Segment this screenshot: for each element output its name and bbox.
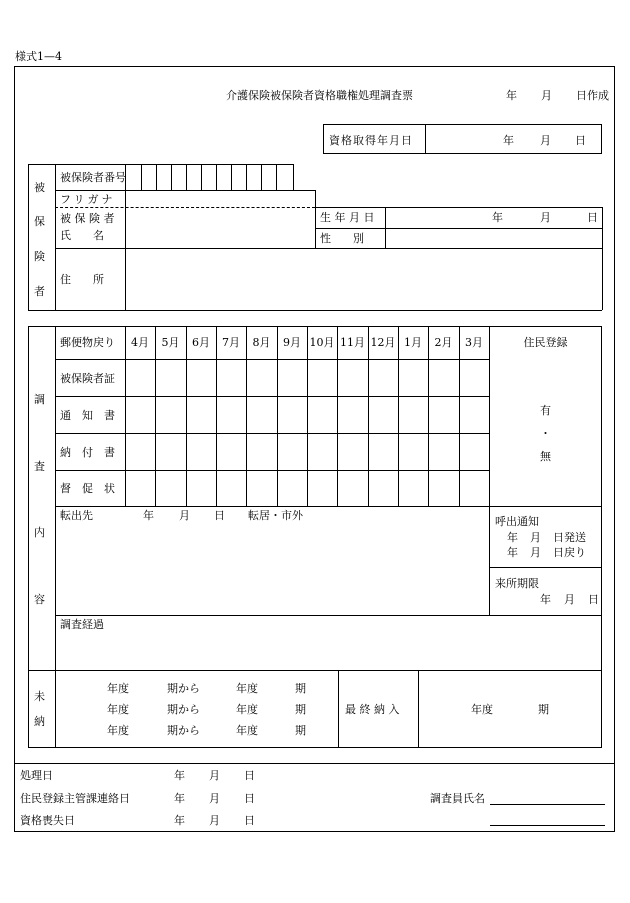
birth-year[interactable]: 年 bbox=[492, 211, 503, 224]
unpaid-r2-period[interactable]: 期 bbox=[295, 703, 306, 716]
contact-month[interactable]: 月 bbox=[209, 792, 220, 805]
survey-side-3: 内 bbox=[34, 526, 45, 539]
insured-side-2: 保 bbox=[34, 215, 45, 228]
address-label: 住 所 bbox=[60, 273, 104, 286]
moveout-note: 転居・市外 bbox=[248, 509, 303, 522]
survey-side-2: 査 bbox=[34, 460, 45, 473]
moveout-label: 転出先 bbox=[60, 509, 93, 522]
insured-number-label: 被保険者番号 bbox=[60, 171, 126, 184]
lost-date-label: 資格喪失日 bbox=[20, 814, 75, 827]
resident-dot: ・ bbox=[540, 427, 551, 440]
call-sent-day[interactable]: 日発送 bbox=[553, 531, 586, 544]
gender-label: 性 別 bbox=[320, 232, 364, 245]
row-reminder: 督 促 状 bbox=[60, 482, 115, 495]
birth-month[interactable]: 月 bbox=[540, 211, 551, 224]
processed-day[interactable]: 日 bbox=[244, 769, 255, 782]
name-label-1: 被 保 険 者 bbox=[60, 212, 115, 225]
furigana-label: フリガナ bbox=[60, 193, 116, 206]
progress-label: 調査経過 bbox=[60, 618, 104, 631]
acquisition-day[interactable]: 日 bbox=[575, 134, 586, 147]
processed-date-label: 処理日 bbox=[20, 769, 53, 782]
processed-month[interactable]: 月 bbox=[209, 769, 220, 782]
unpaid-r3-fy2[interactable]: 年度 bbox=[236, 724, 258, 737]
moveout-year[interactable]: 年 bbox=[143, 509, 154, 522]
unpaid-r1-period[interactable]: 期 bbox=[295, 682, 306, 695]
birth-day[interactable]: 日 bbox=[587, 211, 598, 224]
month-may: 5月 bbox=[161, 336, 180, 349]
moveout-month[interactable]: 月 bbox=[179, 509, 190, 522]
resident-yes[interactable]: 有 bbox=[540, 404, 551, 417]
month-sep: 9月 bbox=[283, 336, 301, 349]
month-nov: 11月 bbox=[340, 336, 365, 349]
survey-side-1: 調 bbox=[34, 393, 45, 406]
unpaid-r3-fy[interactable]: 年度 bbox=[107, 724, 129, 737]
unpaid-r2-fy[interactable]: 年度 bbox=[107, 703, 129, 716]
processed-year[interactable]: 年 bbox=[174, 769, 185, 782]
insured-side-4: 者 bbox=[34, 285, 45, 298]
insured-side-1: 被 bbox=[34, 181, 45, 194]
visit-limit-label: 来所期限 bbox=[495, 577, 539, 590]
month-jun: 6月 bbox=[192, 336, 210, 349]
unpaid-r1-from[interactable]: 期から bbox=[167, 682, 200, 695]
created-year: 年 bbox=[506, 89, 517, 102]
form-id: 様式1—4 bbox=[15, 50, 62, 63]
month-aug: 8月 bbox=[252, 336, 271, 349]
final-period[interactable]: 期 bbox=[538, 703, 549, 716]
month-feb: 2月 bbox=[434, 336, 453, 349]
visit-day[interactable]: 日 bbox=[588, 593, 599, 606]
survey-side-4: 容 bbox=[34, 593, 45, 606]
call-back-year[interactable]: 年 bbox=[507, 546, 518, 559]
call-notice-label: 呼出通知 bbox=[495, 515, 539, 528]
moveout-day[interactable]: 日 bbox=[214, 509, 225, 522]
final-fy[interactable]: 年度 bbox=[471, 703, 493, 716]
unpaid-side-1: 未 bbox=[34, 690, 45, 703]
visit-month[interactable]: 月 bbox=[564, 593, 575, 606]
lost-month[interactable]: 月 bbox=[209, 814, 220, 827]
visit-year[interactable]: 年 bbox=[540, 593, 551, 606]
resident-registration-label: 住民登録 bbox=[523, 336, 568, 349]
final-payment-label: 最 終 納 入 bbox=[345, 703, 400, 716]
month-dec: 12月 bbox=[370, 336, 396, 349]
acquisition-month[interactable]: 月 bbox=[540, 134, 551, 147]
investigator-line-1[interactable] bbox=[490, 804, 605, 805]
lost-day[interactable]: 日 bbox=[244, 814, 255, 827]
call-back-day[interactable]: 日戻り bbox=[553, 546, 586, 559]
contact-day[interactable]: 日 bbox=[244, 792, 255, 805]
birth-label: 生 年 月 日 bbox=[320, 211, 375, 224]
unpaid-r1-fy2[interactable]: 年度 bbox=[236, 682, 258, 695]
form-title: 介護保険被保険者資格職権処理調査票 bbox=[226, 89, 413, 102]
month-jul: 7月 bbox=[222, 336, 240, 349]
created-day: 日作成 bbox=[576, 89, 609, 102]
acquisition-year[interactable]: 年 bbox=[503, 134, 514, 147]
resident-contact-label: 住民登録主管課連絡日 bbox=[20, 792, 130, 805]
row-insured-card: 被保険者証 bbox=[60, 372, 115, 385]
call-back-month[interactable]: 月 bbox=[530, 546, 541, 559]
month-jan: 1月 bbox=[404, 336, 422, 349]
month-mar: 3月 bbox=[465, 336, 483, 349]
month-apr: 4月 bbox=[131, 336, 149, 349]
investigator-line-2[interactable] bbox=[490, 825, 605, 826]
unpaid-r3-from[interactable]: 期から bbox=[167, 724, 200, 737]
contact-year[interactable]: 年 bbox=[174, 792, 185, 805]
call-sent-month[interactable]: 月 bbox=[530, 531, 541, 544]
acquisition-label: 資格取得年月日 bbox=[329, 134, 413, 147]
lost-year[interactable]: 年 bbox=[174, 814, 185, 827]
unpaid-r1-fy[interactable]: 年度 bbox=[107, 682, 129, 695]
call-sent-year[interactable]: 年 bbox=[507, 531, 518, 544]
unpaid-r3-period[interactable]: 期 bbox=[295, 724, 306, 737]
row-notice: 通 知 書 bbox=[60, 409, 115, 422]
resident-no[interactable]: 無 bbox=[540, 450, 551, 463]
unpaid-r2-fy2[interactable]: 年度 bbox=[236, 703, 258, 716]
insured-side-3: 険 bbox=[34, 250, 45, 263]
unpaid-r2-from[interactable]: 期から bbox=[167, 703, 200, 716]
month-oct: 10月 bbox=[309, 336, 335, 349]
row-payment-slip: 納 付 書 bbox=[60, 446, 115, 459]
investigator-label: 調査員氏名 bbox=[430, 792, 485, 805]
name-label-2: 氏 名 bbox=[60, 229, 104, 242]
created-month: 月 bbox=[541, 89, 552, 102]
mail-returned-label: 郵便物戻り bbox=[60, 336, 115, 349]
unpaid-side-2: 納 bbox=[34, 715, 45, 728]
